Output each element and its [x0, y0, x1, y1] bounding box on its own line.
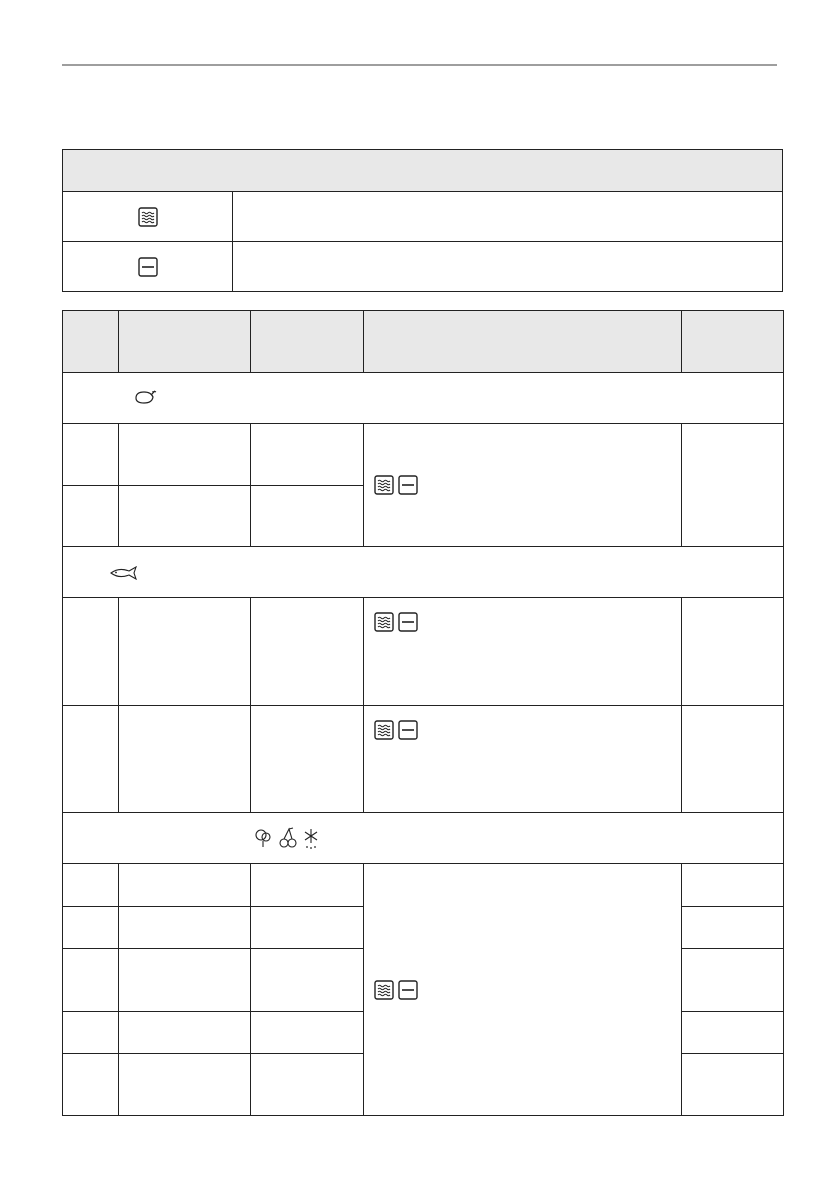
microwave-waves-icon [374, 980, 394, 1000]
grill-heat-icon [398, 720, 418, 740]
legend-icon-cell [63, 192, 233, 242]
table-cell [63, 706, 119, 813]
column-header [63, 311, 119, 373]
table-cell [251, 907, 364, 949]
table-cell [251, 706, 364, 813]
section-row-fish [63, 547, 784, 598]
section-cell [63, 547, 784, 598]
table-cell [119, 706, 251, 813]
column-header [364, 311, 682, 373]
table-cell [63, 486, 119, 547]
table-cell [251, 598, 364, 706]
function-icons [374, 612, 418, 632]
section-row-poultry [63, 373, 784, 424]
function-legend-table [62, 149, 783, 292]
table-cell [119, 486, 251, 547]
table-cell [251, 864, 364, 907]
function-cell [364, 706, 682, 813]
table-header-row [63, 311, 784, 373]
table-cell [682, 907, 784, 949]
grill-heat-icon [398, 612, 418, 632]
table-cell [251, 949, 364, 1012]
table-cell [63, 598, 119, 706]
legend-text-cell [233, 242, 783, 292]
fish-icon [109, 566, 139, 580]
table-cell [682, 1054, 784, 1116]
table-row [63, 598, 784, 706]
table-cell [119, 949, 251, 1012]
function-cell [364, 598, 682, 706]
legend-text-cell [233, 192, 783, 242]
cooking-table [62, 310, 784, 1116]
table-cell [682, 1012, 784, 1054]
grill-heat-icon [398, 475, 418, 495]
column-header [119, 311, 251, 373]
table-row [63, 864, 784, 907]
column-header [251, 311, 364, 373]
vegetables-fruit-frozen-icon [253, 826, 333, 850]
table-row [63, 424, 784, 486]
table-cell [63, 1054, 119, 1116]
table-cell [251, 1012, 364, 1054]
table-cell [119, 598, 251, 706]
column-header [682, 311, 784, 373]
table-cell [682, 598, 784, 706]
table-cell [119, 1012, 251, 1054]
microwave-waves-icon [374, 720, 394, 740]
function-icons [374, 980, 418, 1000]
legend-row [63, 242, 783, 292]
microwave-waves-icon [374, 475, 394, 495]
table-cell [63, 1012, 119, 1054]
grill-heat-icon [138, 257, 158, 277]
function-icons [374, 720, 418, 740]
legend-header-cell [63, 150, 783, 192]
function-icons [374, 475, 418, 495]
section-cell [63, 373, 784, 424]
table-cell [119, 424, 251, 486]
table-cell [63, 864, 119, 907]
function-cell [364, 424, 682, 547]
table-cell [119, 864, 251, 907]
table-cell [251, 1054, 364, 1116]
poultry-icon [133, 389, 159, 407]
table-cell [63, 424, 119, 486]
table-cell [63, 949, 119, 1012]
legend-icon-cell [63, 242, 233, 292]
microwave-waves-icon [138, 207, 158, 227]
microwave-waves-icon [374, 612, 394, 632]
section-row-vegetables [63, 813, 784, 864]
table-cell [63, 907, 119, 949]
grill-heat-icon [398, 980, 418, 1000]
legend-row [63, 192, 783, 242]
table-cell [119, 907, 251, 949]
table-cell [119, 1054, 251, 1116]
table-cell [251, 486, 364, 547]
table-cell [682, 706, 784, 813]
table-cell [682, 424, 784, 547]
function-cell [364, 864, 682, 1116]
section-cell [63, 813, 784, 864]
table-cell [682, 864, 784, 907]
top-rule [62, 64, 777, 66]
table-cell [682, 949, 784, 1012]
table-cell [251, 424, 364, 486]
legend-header-row [63, 150, 783, 192]
table-row [63, 706, 784, 813]
